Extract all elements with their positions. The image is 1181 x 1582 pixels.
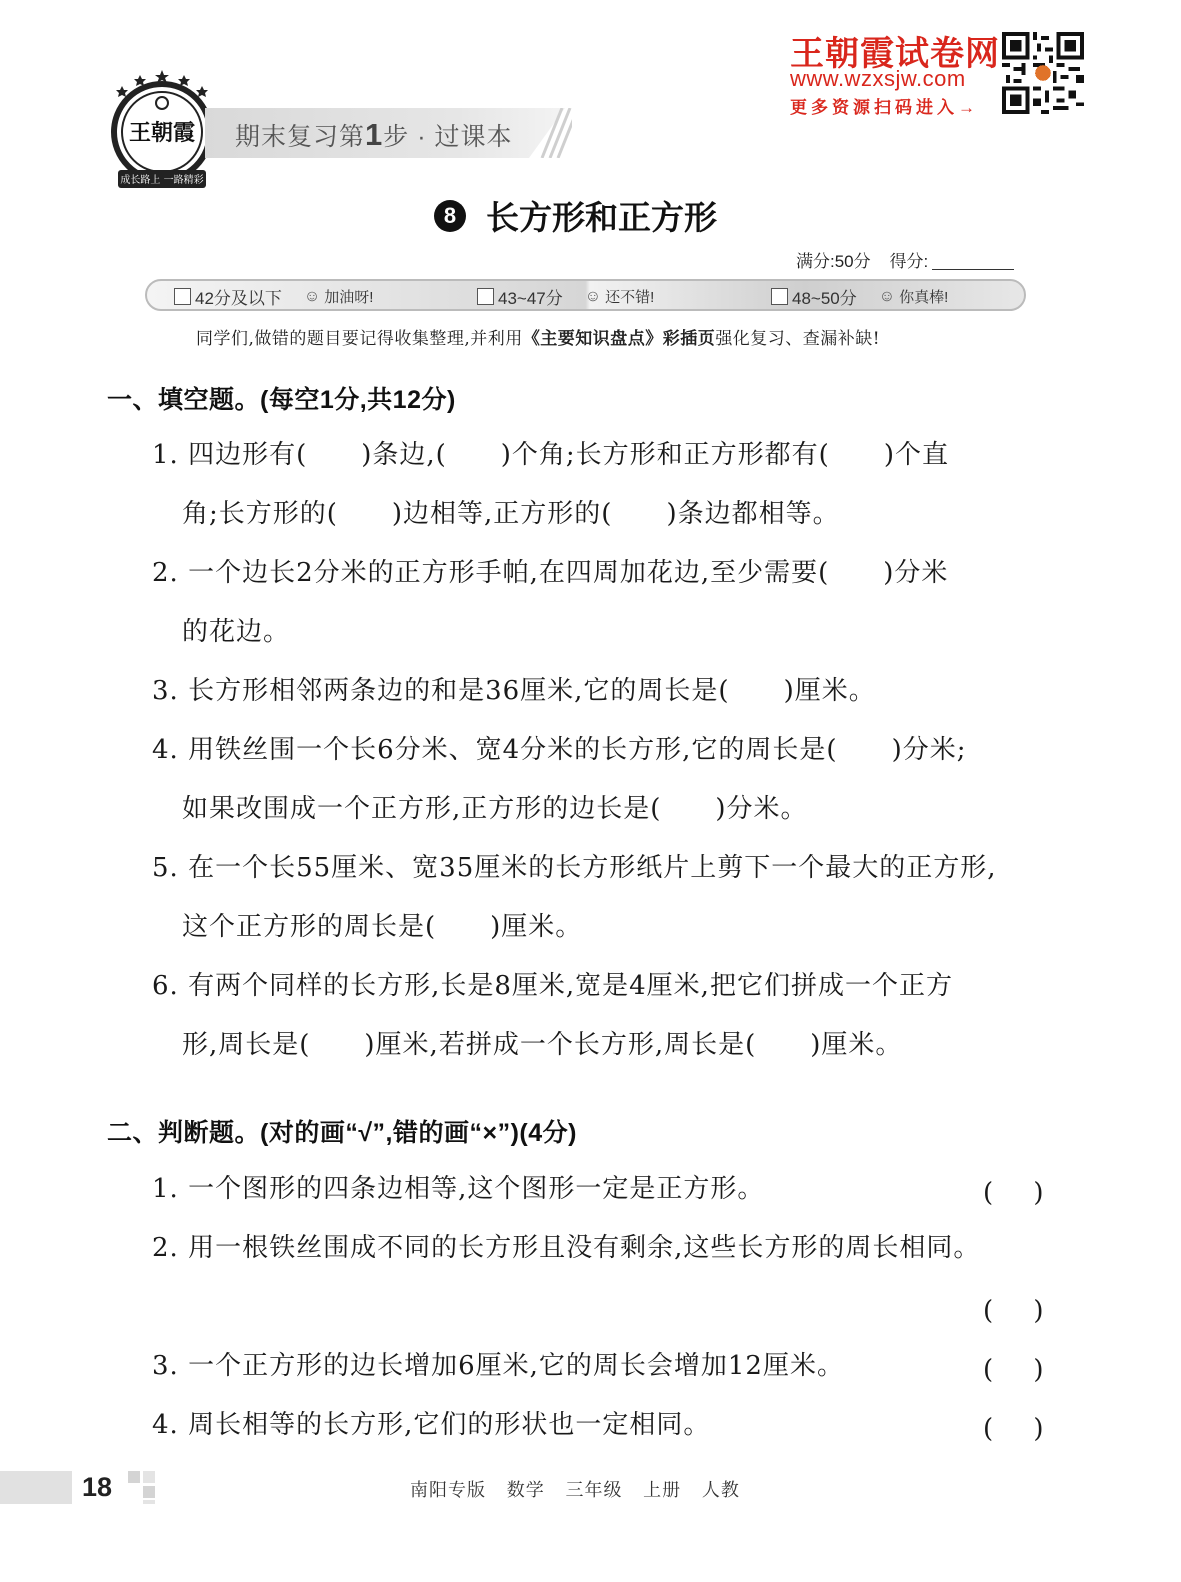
page-number: 18	[82, 1472, 113, 1502]
score-label: 得分:	[889, 252, 929, 271]
rating-item-mid: 43~47分 ☺ 还不错!	[477, 284, 654, 309]
judge-answer-2[interactable]: ( )	[983, 1296, 1046, 1326]
rating-item-low: 42分及以下 ☺ 加油呀!	[174, 284, 373, 309]
fill-question-4: 4. 用铁丝围一个长6分米、宽4分米的长方形,它的周长是( )分米;	[152, 735, 967, 765]
brand-title: 王朝霞试卷网	[790, 35, 1000, 73]
qr-code-icon[interactable]	[1002, 32, 1084, 114]
rating-item-high: 48~50分 ☺ 你真棒!	[771, 284, 948, 309]
rating-checkbox-high[interactable]	[771, 288, 788, 305]
section-true-false-heading: 二、判断题。(对的画“√”,错的画“×”)(4分)	[107, 1119, 577, 1147]
judge-question-2: 2. 用一根铁丝围成不同的长方形且没有剩余,这些长方形的周长相同。	[152, 1233, 981, 1263]
badge-ribbon: 成长路上 一路精彩	[120, 175, 204, 186]
badge-text: 王朝霞	[128, 120, 196, 146]
judge-question-4: 4. 周长相等的长方形,它们的形状也一定相同。	[152, 1410, 711, 1440]
score-blank-field[interactable]	[932, 269, 1014, 270]
judge-question-1: 1. 一个图形的四条边相等,这个图形一定是正方形。	[152, 1174, 765, 1204]
brand-badge-logo	[106, 70, 218, 192]
rating-checkbox-mid[interactable]	[477, 288, 494, 305]
judge-answer-1[interactable]: ( )	[983, 1178, 1046, 1208]
brand-cta: 更多资源扫码进入→	[790, 98, 979, 117]
star-smile-icon: ☺	[878, 287, 896, 305]
fill-question-6-cont: 形,周长是( )厘米,若拼成一个长方形,周长是( )厘米。	[182, 1030, 903, 1060]
judge-answer-4[interactable]: ( )	[983, 1414, 1046, 1444]
fill-question-2: 2. 一个边长2分米的正方形手帕,在四周加花边,至少需要( )分米	[152, 558, 949, 588]
lesson-number-badge: 8	[434, 200, 466, 232]
score-line	[796, 247, 1014, 272]
fill-question-2-cont: 的花边。	[182, 617, 291, 647]
banner-stripes	[532, 108, 572, 158]
judge-question-3: 3. 一个正方形的边长增加6厘米,它的周长会增加12厘米。	[152, 1351, 844, 1381]
footer-edition-info: 南阳专版 数学 三年级 上册 人教	[410, 1480, 740, 1501]
judge-answer-3[interactable]: ( )	[983, 1355, 1046, 1385]
fill-question-4-cont: 如果改围成一个正方形,正方形的边长是( )分米。	[182, 794, 808, 824]
footer-squares-decoration	[128, 1471, 158, 1504]
brand-url[interactable]: www.wzxsjw.com	[790, 66, 966, 91]
full-score: 满分:50分	[796, 252, 871, 271]
smile-icon: ☺	[584, 287, 602, 305]
footer-bar	[0, 1471, 72, 1504]
notice-text: 同学们,做错的题目要记得收集整理,并利用《主要知识盘点》彩插页强化复习、查漏补缺!	[196, 329, 881, 349]
cheer-icon: ☺	[303, 287, 321, 305]
fill-question-6: 6. 有两个同样的长方形,长是8厘米,宽是4厘米,把它们拼成一个正方	[152, 971, 953, 1001]
fill-question-5: 5. 在一个长55厘米、宽35厘米的长方形纸片上剪下一个最大的正方形,	[152, 853, 997, 883]
fill-question-1: 1. 四边形有( )条边,( )个角;长方形和正方形都有( )个直	[152, 440, 949, 470]
fill-question-1-cont: 角;长方形的( )边相等,正方形的( )条边都相等。	[182, 499, 840, 529]
lesson-title-text: 长方形和正方形	[486, 199, 717, 236]
step-banner-text: 期末复习第1步 · 过课本	[235, 117, 513, 152]
fill-question-5-cont: 这个正方形的周长是( )厘米。	[182, 912, 583, 942]
section-fill-in-heading: 一、填空题。(每空1分,共12分)	[107, 386, 456, 414]
fill-question-3: 3. 长方形相邻两条边的和是36厘米,它的周长是( )厘米。	[152, 676, 876, 706]
rating-checkbox-low[interactable]	[174, 288, 191, 305]
lesson-title	[434, 192, 717, 239]
